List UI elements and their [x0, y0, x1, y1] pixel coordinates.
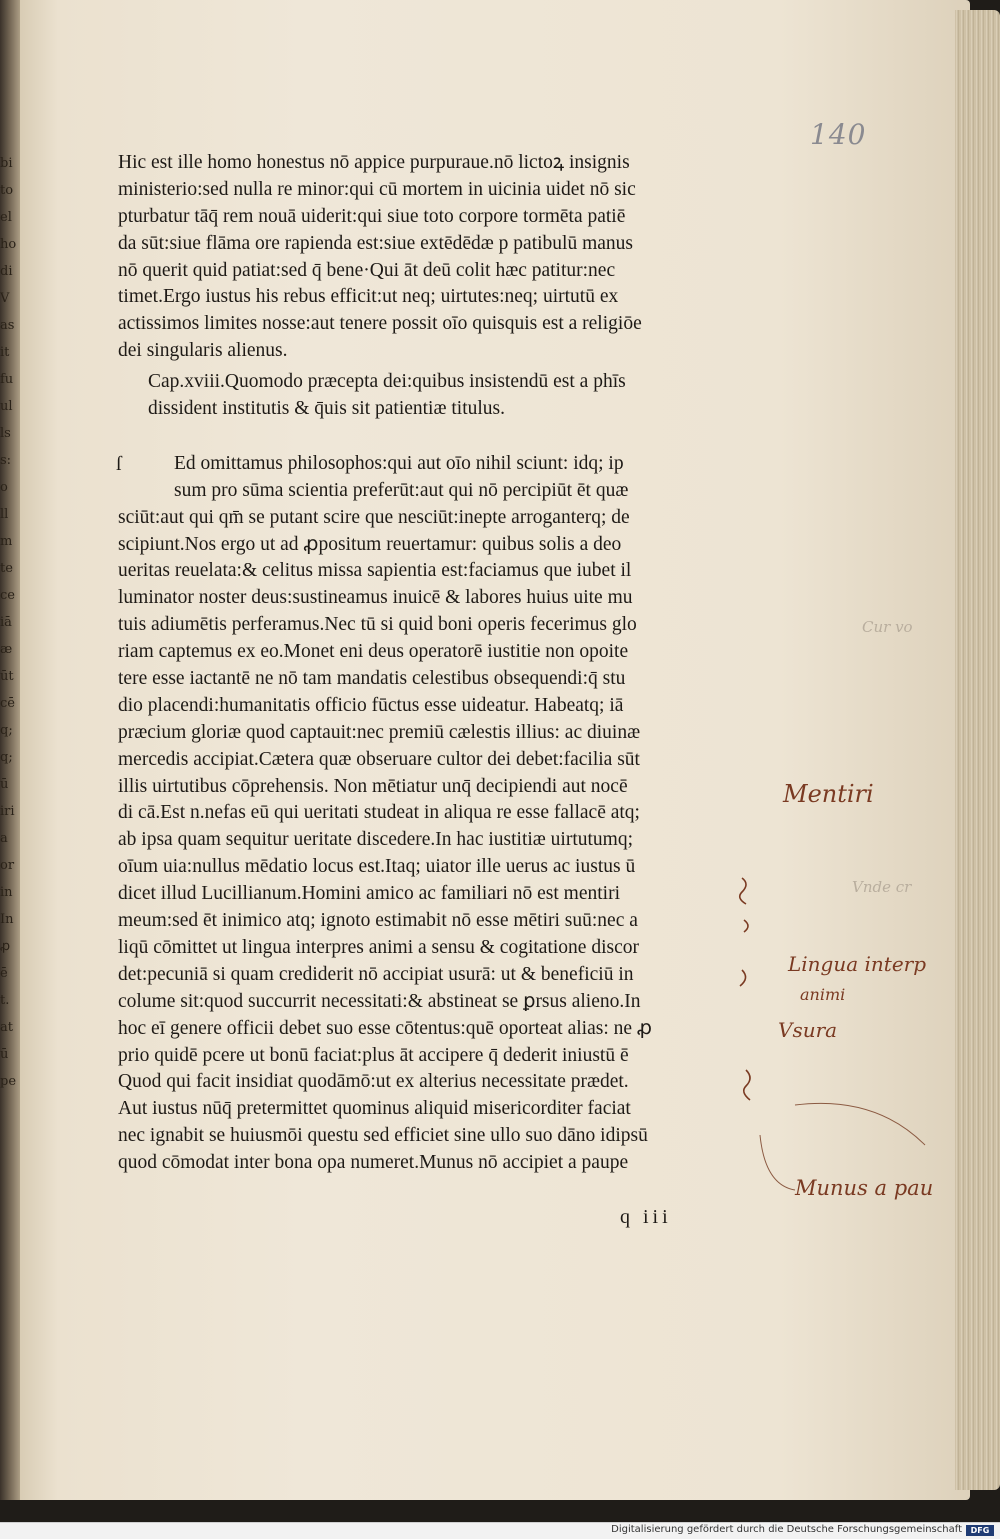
text-line: ministerio:sed nulla re minor:qui cū mortem in uicinia uidet nō sic: [118, 178, 636, 200]
left-page-text-fragments: [0, 150, 20, 1095]
text-line: ab ipsa quam sequitur ueritate discedere.In hac iustitiæ uirtutumq;: [118, 829, 633, 851]
left-fragment: m: [0, 534, 13, 549]
text-line: dei singularis alienus.: [118, 340, 288, 362]
text-line: colume sit:quod succurrit necessitati:& abstineat se ꝑrsus alieno.In: [118, 990, 641, 1012]
left-fragment: at: [0, 1020, 13, 1035]
left-fragment: to: [0, 183, 14, 198]
main-text-block: [118, 150, 758, 1177]
page-edges: [955, 10, 1000, 1490]
annotation-mentiri: Mentiri: [783, 780, 874, 808]
left-fragment: ls: [0, 426, 11, 441]
faint-offset-note-1: Cur vo: [862, 618, 913, 636]
text-line: actissimos limites nosse:aut tenere possit oīo quisquis est a religiōe: [118, 313, 642, 335]
left-fragment: ꝓ: [0, 939, 11, 954]
left-fragment: di: [0, 264, 13, 279]
left-fragment: ē: [0, 966, 8, 981]
text-line: di cā.Est n.nefas eū qui ueritati studeat in aliqua re esse fallacē atq;: [118, 802, 640, 824]
text-line: sum pro sūma scientia preferūt:aut qui nō percipiūt ēt quæ: [174, 479, 629, 501]
text-line: dicet illud Lucillianum.Homini amico ac familiari nō est mentiri: [118, 883, 620, 905]
text-line: luminator noster deus:sustineamus inuicē & labores huius uite mu: [118, 587, 633, 609]
left-fragment: or: [0, 858, 15, 873]
text-line: quod cōmodat inter bona opa numeret.Munus nō accipiet a paupe: [118, 1152, 629, 1174]
text-line: Cap.xviii.Quomodo præcepta dei:quibus insistendū est a phīs: [148, 371, 626, 393]
left-fragment: ho: [0, 237, 17, 252]
left-fragment: ū: [0, 1047, 9, 1062]
initial-guide-letter: ſ: [116, 452, 122, 475]
faint-offset-note-2: Vnde cr: [852, 878, 912, 896]
left-fragment: ū: [0, 777, 9, 792]
text-line: riam captemus ex eo.Monet eni deus operatorē iustitie non opoite: [118, 641, 629, 663]
text-line: dio placendi:humanitatis officio fūctus esse uideatur. Habeatq; iā: [118, 694, 624, 716]
left-fragment: ul: [0, 399, 13, 414]
left-fragment: el: [0, 210, 12, 225]
left-fragment: V: [0, 291, 10, 306]
paragraph-1: [118, 150, 758, 365]
text-line: oīum uia:nullus mēdatio locus est.Itaq; uiator ille uerus ac iustus ū: [118, 856, 636, 878]
text-line: Ed omittamus philosophos:qui aut oīo nihil sciunt: idq; ip: [174, 452, 624, 474]
left-fragment: fu: [0, 372, 14, 387]
left-fragment: iā: [0, 615, 12, 630]
left-fragment: iri: [0, 804, 15, 819]
text-line: prio quidē pcere ut bonū faciat:plus āt accipere q̄ dederit iniustū ē: [118, 1044, 629, 1066]
left-fragment: In: [0, 912, 14, 927]
annotation-lingua: Lingua interp: [788, 952, 927, 976]
text-line: Aut iustus nūq̄ pretermittet quominus aliquid misericorditer faciat: [118, 1098, 631, 1120]
text-line: timet.Ergo iustus his rebus efficit:ut neq; uirtutes:neq; uirtutū ex: [118, 286, 619, 308]
annotation-munus: Munus a pau: [795, 1176, 934, 1200]
text-line: pturbatur tāq̄ rem nouā uiderit:qui siue toto corpore tormēta patiē: [118, 205, 626, 227]
left-fragment: a: [0, 831, 8, 846]
text-line: meum:sed ēt inimico atq; ignoto estimabit nō esse mētiri suū:nec a: [118, 910, 638, 932]
text-line: hoc eī genere officii debet suo esse cōtentus:quē oporteat alias: ne ꝓ: [118, 1017, 653, 1039]
left-fragment: bi: [0, 156, 13, 171]
annotation-usura: Vsura: [778, 1018, 838, 1042]
left-fragment: in: [0, 885, 13, 900]
left-fragment: it: [0, 345, 10, 360]
text-line: scipiunt.Nos ergo ut ad ꝓpositum reuertamur: quibus solis a deo: [118, 533, 622, 555]
chapter-heading: [118, 369, 758, 423]
text-line: tuis adiumētis perferamus.Nec tū si quid boni operis fecerimus glo: [118, 614, 637, 636]
text-line: Hic est ille homo honestus nō appice purpuraue.nō lictoꝝ insignis: [118, 152, 630, 173]
text-line: da sūt:siue flāma ore rapienda est:siue extēdēdæ p patibulū manus: [118, 232, 633, 254]
text-line: det:pecuniā si quam crediderit nō accipiat usurā: ut & beneficiū in: [118, 963, 634, 985]
signature-mark: q iii: [620, 1206, 672, 1228]
footer-credit: Digitalisierung gefördert durch die Deutsche Forschungsgemeinschaft: [611, 1524, 962, 1535]
text-line: sciūt:aut qui qm̄ se putant scire que nesciūt:inepte arroganterq; de: [118, 506, 630, 528]
left-fragment: te: [0, 561, 13, 576]
text-line: ueritas reuelata:& celitus missa sapientia est:faciamus que iubet il: [118, 560, 632, 582]
paragraph-2: [118, 451, 758, 1177]
text-line: tere esse iactantē ne nō tam mandatis celestibus obsequendi:q̄ stu: [118, 668, 626, 690]
dfg-logo: DFG: [966, 1525, 994, 1536]
digitization-footer: [0, 1522, 1000, 1539]
left-fragment: t.: [0, 993, 10, 1008]
text-line: nec ignabit se huiusmōi questu sed efficiet sine ullo suo dāno idipsū: [118, 1125, 648, 1147]
left-fragment: ūt: [0, 669, 14, 684]
text-line: mercedis accipiat.Cætera quæ obseruare cultor dei debet:facilia sūt: [118, 748, 640, 770]
left-fragment: æ: [0, 642, 13, 657]
left-fragment: q;: [0, 723, 13, 738]
left-fragment: as: [0, 318, 15, 333]
text-line: præcium gloriæ quod captauit:nec premiū cælestis illius: ac diuinæ: [118, 721, 641, 743]
text-line: dissident institutis & q̄uis sit patientiæ titulus.: [148, 398, 505, 420]
margin-curve-line: [755, 1095, 955, 1205]
text-line: liqū cōmittet ut lingua interpres animi a sensu & cogitatione discor: [118, 936, 639, 958]
left-fragment: pe: [0, 1074, 17, 1089]
annotation-animi: animi: [800, 985, 846, 1004]
folio-number: 140: [810, 118, 867, 151]
left-fragment: q;: [0, 750, 13, 765]
text-line: illis uirtutibus cōprehensis. Non mētiatur unq̄ decipiendi aut nocē: [118, 775, 628, 797]
left-fragment: s:: [0, 453, 12, 468]
left-fragment: o: [0, 480, 8, 495]
text-line: nō querit quid patiat:sed q̄ bene·Qui āt deū colit hæc patitur:nec: [118, 259, 616, 281]
text-line: Quod qui facit insidiat quodāmō:ut ex alterius necessitate prædet.: [118, 1071, 629, 1093]
left-fragment: ll: [0, 507, 9, 522]
left-fragment: ce: [0, 588, 15, 603]
left-fragment: cē: [0, 696, 15, 711]
